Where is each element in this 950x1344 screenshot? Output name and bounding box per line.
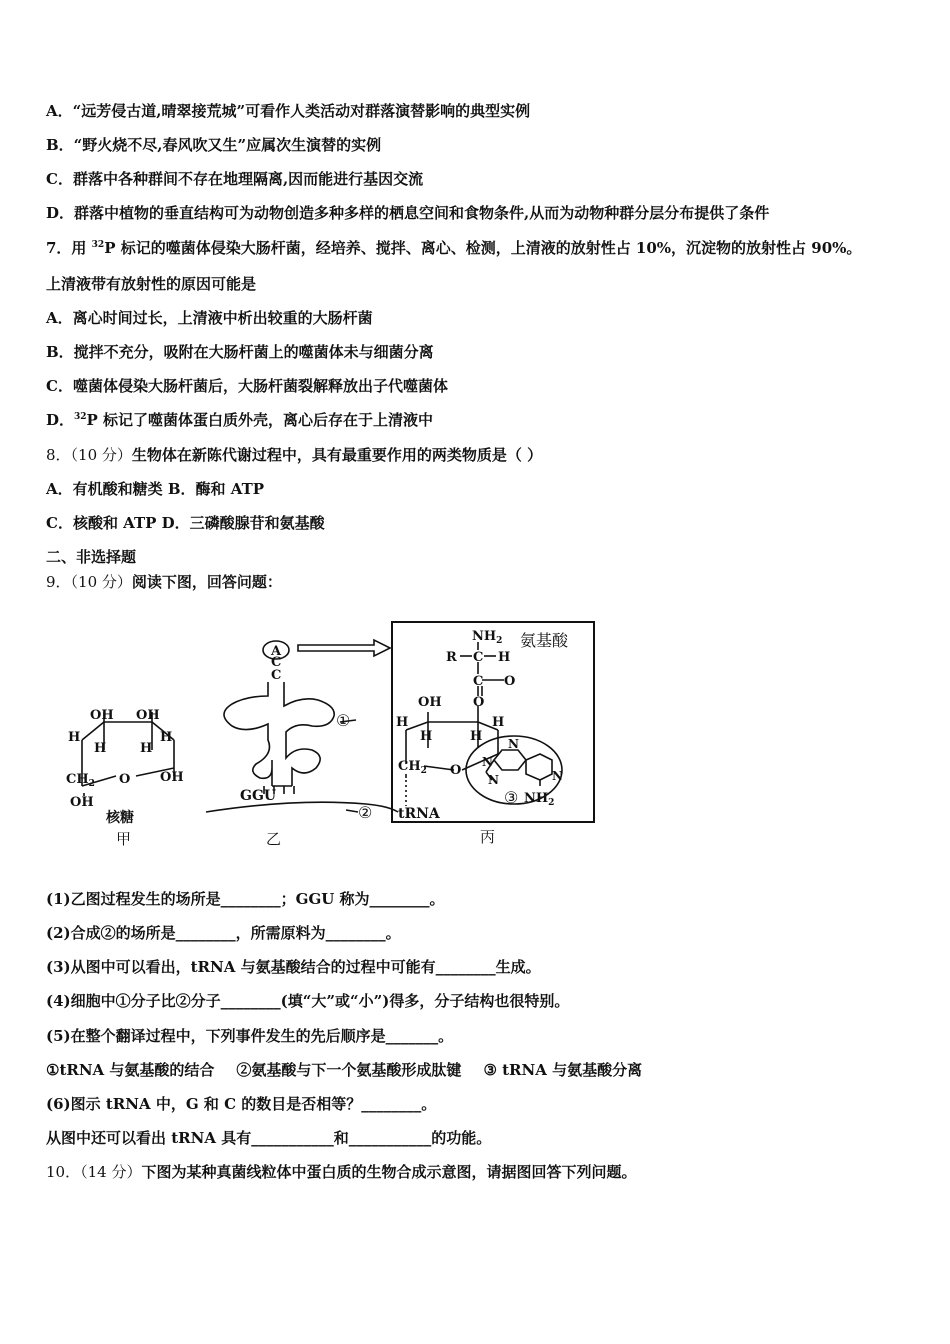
base-n-4: N [552,769,563,783]
q7-option-b: B．搅拌不充分，吸附在大肠杆菌上的噬菌体未与细菌分离 [46,343,434,361]
aa-r: R [446,650,457,665]
q9-sub-1: (1)乙图过程发生的场所是________；GGU 称为________。 [46,890,445,908]
ribose-oh-4: OH [70,795,94,810]
q9-events [46,1060,642,1080]
event-item: ②氨基酸与下一个氨基酸形成肽键 [236,1061,462,1079]
q8-stem: 8．（10 分）生物体在新陈代谢过程中，具有最重要作用的两类物质是（ ） [46,446,543,464]
marker-1: ① [336,711,351,730]
bing-h-2: H [420,729,433,744]
label-bing: 丙 [480,828,496,846]
bing-h-4: H [492,715,505,730]
q8-options-cd: C．核酸和 ATP D．三磷酸腺苷和氨基酸 [46,514,325,532]
isotope-mass: 32 [74,412,87,422]
aa-c: C [473,650,484,665]
ribose-h-1: H [68,730,81,745]
q7-option-c: C．噬菌体侵染大肠杆菌后，大肠杆菌裂解释放出子代噬菌体 [46,377,448,395]
q7-stem-line2: 上清液带有放射性的原因可能是 [46,275,257,293]
ribose-h-3: H [140,741,153,756]
q7-option-a: A．离心时间过长，上清液中析出较重的大肠杆菌 [46,309,373,327]
aa-ester-o: O [473,695,485,710]
trna-end-c1: C [271,655,282,670]
figure-svg [46,600,602,856]
base-n-3: N [488,773,499,787]
ribose-oh-1: OH [90,708,114,723]
q9-sub-2: (2)合成②的场所是________，所需原料为________。 [46,924,401,942]
ribose-h-2: H [94,741,107,756]
question-number: 10．（14 分） [46,1163,142,1181]
q9-sub-7: 从图中还可以看出 tRNA 具有___________和___________的功能。 [46,1129,492,1147]
ribose-name: 核糖 [106,810,134,826]
bing-h-3: H [470,729,483,744]
q8-options-ab: A．有机酸和糖类 B．酶和 ATP [46,480,265,498]
aa-carbonyl-c: C [473,674,484,689]
section-heading: 二、非选择题 [46,548,137,566]
isotope-mass: 32 [91,240,105,250]
q7-stem: 7．用 $^{32}$P 标记的噬菌体侵染大肠杆菌，经培养、搅拌、离心、检测，上清液的放射性占 10%，沉淀物的放射性占 90%。 [46,239,862,257]
q6-option-c: C．群落中各种群间不存在地理隔离,因而能进行基因交流 [46,170,424,188]
q9-sub-3: (3)从图中可以看出，tRNA 与氨基酸结合的过程中可能有________生成。 [46,958,541,976]
ribose-oh-2: OH [136,708,160,723]
label-yi: 乙 [266,830,282,848]
q6-option-a: A．“远芳侵古道,晴翠接荒城”可看作人类活动对群落演替影响的典型实例 [46,102,531,120]
label-jia: 甲 [116,830,132,848]
ribose-oh: OH [418,695,442,710]
q10-stem: 10．（14 分）下图为某种真菌线粒体中蛋白质的生物合成示意图，请据图回答下列问题。 [46,1163,637,1181]
bing-h-1: H [396,715,409,730]
bing-trna-label: tRNA [398,806,440,822]
base-n-1: N [508,737,519,751]
aa-nh2: $NH_2$ [472,629,503,646]
trna-end-c2: C [271,668,282,683]
anticodon-label: GGU [240,788,277,804]
q6-option-b: B．“野火烧不尽,春风吹又生”应属次生演替的实例 [46,136,382,154]
aa-h: H [498,650,511,665]
bing-ring-o: O [450,763,462,778]
q9-sub-4: (4)细胞中①分子比②分子________(填“大”或“小”)得多，分子结构也很特别。 [46,992,570,1010]
q9-stem: 9．（10 分）阅读下图，回答问题： [46,573,282,591]
ribose-ring-o: O [119,772,131,787]
event-item: ③ tRNA 与氨基酸分离 [483,1061,643,1079]
q6-option-d: D．群落中植物的垂直结构可为动物创造多种多样的栖息空间和食物条件,从而为动物种群分层分布提供了条件 [46,204,770,222]
trna-end-a: A [271,644,282,659]
aa-carbonyl-o: O [504,674,516,689]
arrow-to-box [298,640,390,656]
q9-sub-5: (5)在整个翻译过程中，下列事件发生的先后顺序是_______。 [46,1027,454,1045]
ribose-h-4: H [160,730,173,745]
q7-option-d: D．$^{32}$P 标记了噬菌体蛋白质外壳，离心后存在于上清液中 [46,411,434,429]
aminoacyl-structure [406,642,562,806]
ribose-ch2: $CH_2$ [66,772,95,789]
trna-figure [46,600,602,856]
base-n-2: N [482,755,493,769]
marker-2: ② [358,803,373,822]
event-item: ①tRNA 与氨基酸的结合 [46,1061,215,1079]
ribose-oh-3: OH [160,770,184,785]
base-nh2: $NH_2$ [524,791,555,808]
bing-ch2: $CH_2$ [398,759,427,776]
marker-3: ③ [504,788,519,807]
amino-acid-label: 氨基酸 [520,631,569,650]
question-number: 8．（10 分） [46,446,132,464]
q9-sub-6: (6)图示 tRNA 中，G 和 C 的数目是否相等？________。 [46,1095,437,1113]
trna-cloverleaf [206,641,398,812]
question-number: 9．（10 分） [46,573,132,591]
